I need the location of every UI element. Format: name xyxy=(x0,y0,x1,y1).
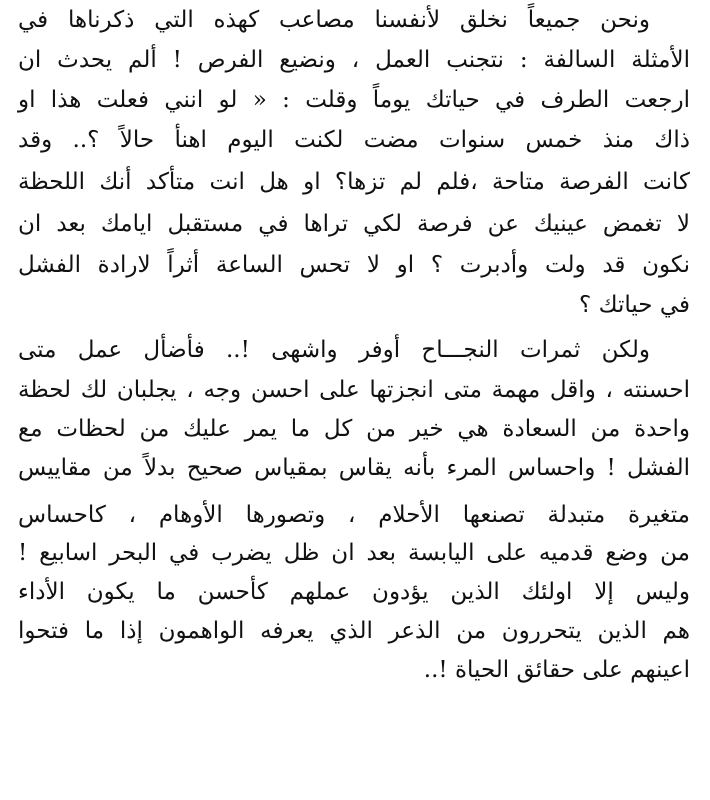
text-line: في حياتك ؟ xyxy=(579,292,690,318)
text-line: ولكن ثمرات النجـــاح أوفر واشهى !.. فأضأل عمل متى xyxy=(18,337,650,363)
text-line: واحدة من السعادة هي خير من كل ما يمر عليك من لحظات مع xyxy=(18,416,690,442)
text-line: هم الذين يتحررون من الذعر الذي يعرفه الواهمون إذا ما فتحوا xyxy=(18,618,690,644)
text-line: ونحن جميعاً نخلق لأنفسنا مصاعب كهذه التي ذكرناها في xyxy=(18,7,650,33)
text-line: وليس إلا اولئك الذين يؤدون عملهم كأحسن ما يكون الأداء xyxy=(18,579,690,605)
text-line: كانت الفرصة متاحة ،فلم لم تزها؟ او هل انت متأكد أنك اللحظة xyxy=(18,169,690,195)
text-line: الفشل ! واحساس المرء بأنه يقاس بمقياس صحيح بدلاً من مقاييس xyxy=(18,455,690,481)
text-line: الأمثلة السالفة : نتجنب العمل ، ونضيع الفرص ! ألم يحدث ان xyxy=(18,47,690,73)
text-line: اعينهم على حقائق الحياة !.. xyxy=(423,657,690,683)
text-line: نكون قد ولت وأدبرت ؟ او لا تحس الساعة أثراً لارادة الفشل xyxy=(18,252,690,278)
text-line: متغيرة متبدلة تصنعها الأحلام ، وتصورها الأوهام ، كاحساس xyxy=(18,502,690,528)
text-line: من وضع قدميه على اليابسة بعد ان ظل يضرب في البحر اسابيع ! xyxy=(18,540,690,566)
text-line: ذاك منذ خمس سنوات مضت لكنت اليوم اهنأ حالاً ؟.. وقد xyxy=(18,127,690,153)
text-line: لا تغمض عينيك عن فرصة لكي تراها في مستقبل ايامك بعد ان xyxy=(18,211,690,237)
text-line: ارجعت الطرف في حياتك يوماً وقلت : « لو انني فعلت هذا او xyxy=(18,87,690,113)
text-line: احسنته ، واقل مهمة متى انجزتها على احسن وجه ، يجلبان لك لحظة xyxy=(18,377,690,403)
